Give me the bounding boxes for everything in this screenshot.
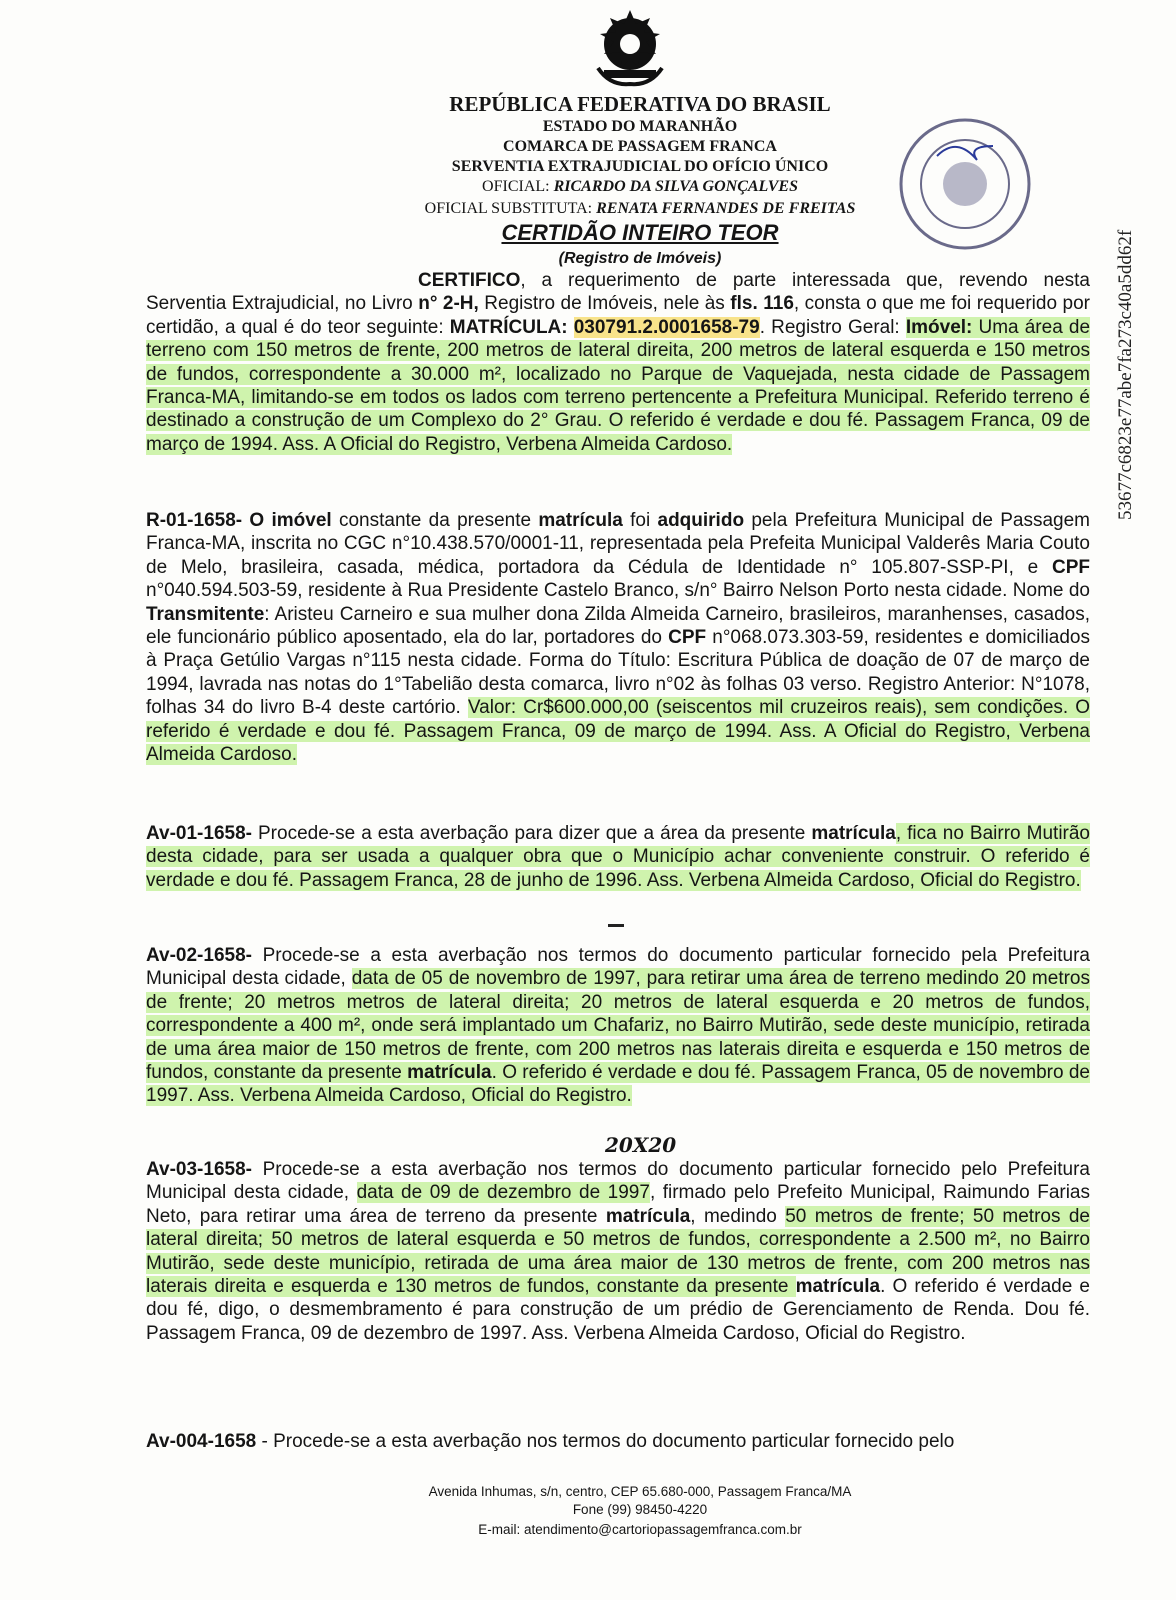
coat-of-arms-emblem [590,8,670,90]
av02-ref: Av-02-1658- [146,945,252,966]
footer-email: E-mail: atendimento@cartoriopassagemfranca.com.br [478,1522,802,1537]
av01-ref: Av-01-1658- [146,823,252,844]
registro-r01: R-01-1658- O imóvel constante da presente matrícula foi adquirido pela Prefeitura Municipal de Passagem Franca-MA, inscrita no CGC n°10.438.570/0001-11, representada pela Prefeita Municipal Valderês Maria Couto de Melo, brasileira, casada, médica, portadora da Cédula de Identidade n° 105.807-SSP-PI, e CPF n°040.594.503-59, residente à Rua Presidente Castelo Branco, s/n° Bairro Nelson Porto nesta cidade. Nome do Transmitente: Aristeu Carneiro e sua mulher dona Zilda Almeida Carneiro, brasileiros, maranhenses, casados, ele funcionário público aposentado, ela do lar, portadores do CPF n°068.073.303-59, residentes e domiciliados à Praça Getúlio Vargas n°115 nesta cidade. Forma do Título: Escritura Pública de doação de 07 de março de 1994, lavrada nas notas do 1°Tabelião desta comarca, livro n°02 às folhas 03 verso. Registro Anterior: N°1078, folhas 34 do livro B-4 deste cartório. Valor: Cr$600.000,00 (seiscentos mil cruzeiros reais), sem condições. O referido é verdade e dou fé. Passagem Franca, 09 de março de 1994. Ass. A Oficial do Registro, Verbena Almeida Cardoso. [146,510,1091,766]
registry-seal-stamp [897,116,1033,252]
document-hash-code: 53677c6823e77abe7fa273c40a5dd62f [1115,229,1136,520]
r01-ref: R-01-1658- [146,510,243,531]
header-official: OFICIAL: RICARDO DA SILVA GONÇALVES [482,178,798,195]
header-state: ESTADO DO MARANHÃO [542,118,738,135]
av004-ref: Av-004-1658 [146,1431,257,1452]
averbacao-av03: Av-03-1658- Procede-se a esta averbação nos termos do documento particular fornecido pelo Prefeitura Municipal desta cidade, data de 09 de dezembro de 1997, firmado pelo Prefeito Municipal, Raimundo Farias Neto, para retirar uma área de terreno da presente matrícula, medindo 50 metros de frente; 50 metros de lateral direita; 50 metros de lateral esquerda e 50 metros de fundos, correspondente a 2.500 m², no Bairro Mutirão, sede deste município, retirada de uma área maior de 130 metros de frente, com 200 metros nas laterais direita e esquerda e 130 metros de fundos, constante da presente matrícula. O referido é verdade e dou fé, digo, o desmembramento é para construção de um prédio de Gerenciamento de Renda. Dou fé. Passagem Franca, 09 de dezembro de 1997. Ass. Verbena Almeida Cardoso, Oficial do Registro. [146,1159,1090,1344]
header-serventia: SERVENTIA EXTRAJUDICIAL DO OFÍCIO ÚNICO [451,158,829,175]
footer-address: Avenida Inhumas, s/n, centro, CEP 65.680-000, Passagem Franca/MA [428,1484,852,1499]
av03-ref: Av-03-1658- [146,1159,252,1180]
page-subtitle: (Registro de Imóveis) [558,250,722,267]
intro-paragraph: CERTIFICO, a requerimento de parte interessada que, revendo nesta Serventia Extrajudicial, no Livro n° 2-H, Registro de Imóveis, nele às fls. 116, consta o que me foi requerido por certidão, a qual é do teor seguinte: MATRÍCULA: 030791.2.0001658-79. Registro Geral: Imóvel: Uma área de terreno com 150 metros de frente, 200 metros de lateral direita, 200 metros de lateral esquerda e 150 metros de fundos, correspondente a 30.000 m², localizado no Parque de Vaquejada, nesta cidade de Passagem Franca-MA, limitando-se em todos os lados com terreno pertencente a Prefeitura Municipal. Referido terreno é destinado a construção de um Complexo do 2° Grau. O referido é verdade e dou fé. Passagem Franca, 09 de março de 1994. Ass. A Oficial do Registro, Verbena Almeida Cardoso. [146,270,1091,455]
averbacao-av02: Av-02-1658- Procede-se a esta averbação nos termos do documento particular fornecido pela Prefeitura Municipal desta cidade, data de 05 de novembro de 1997, para retirar uma área de terreno medindo 20 metros de frente; 20 metros metros de lateral direita; 20 metros de lateral esquerda e 20 metros de fundos, correspondente a 400 m², onde será implantado um Chafariz, no Bairro Mutirão, sede deste município, retirada de uma área maior de 150 metros de frente, com 200 metros nas laterais direita e esquerda e 150 metros de fundos, constante da presente matrícula. O referido é verdade e dou fé. Passagem Franca, 05 de novembro de 1997. Ass. Verbena Almeida Cardoso, Oficial do Registro. [146,945,1090,1107]
handwritten-note: 20X20 [605,1133,677,1157]
pen-mark [608,924,624,927]
header-comarca: COMARCA DE PASSAGEM FRANCA [503,138,777,155]
header-substitute: OFICIAL SUBSTITUTA: RENATA FERNANDES DE FREITAS [424,200,856,217]
page-title: CERTIDÃO INTEIRO TEOR [501,220,779,245]
header-republic: REPÚBLICA FEDERATIVA DO BRASIL [449,92,831,116]
footer-phone: Fone (99) 98450-4220 [572,1502,708,1517]
averbacao-av01: Av-01-1658- Procede-se a esta averbação para dizer que a área da presente matrícula, fica no Bairro Mutirão desta cidade, para ser usada a qualquer obra que o Município achar conveniente construir. O referido é verdade e dou fé. Passagem Franca, 28 de junho de 1996. Ass. Verbena Almeida Cardoso, Oficial do Registro. [146,823,1091,891]
averbacao-av004: Av-004-1658 - Procede-se a esta averbação nos termos do documento particular fornecido pelo [146,1431,955,1452]
